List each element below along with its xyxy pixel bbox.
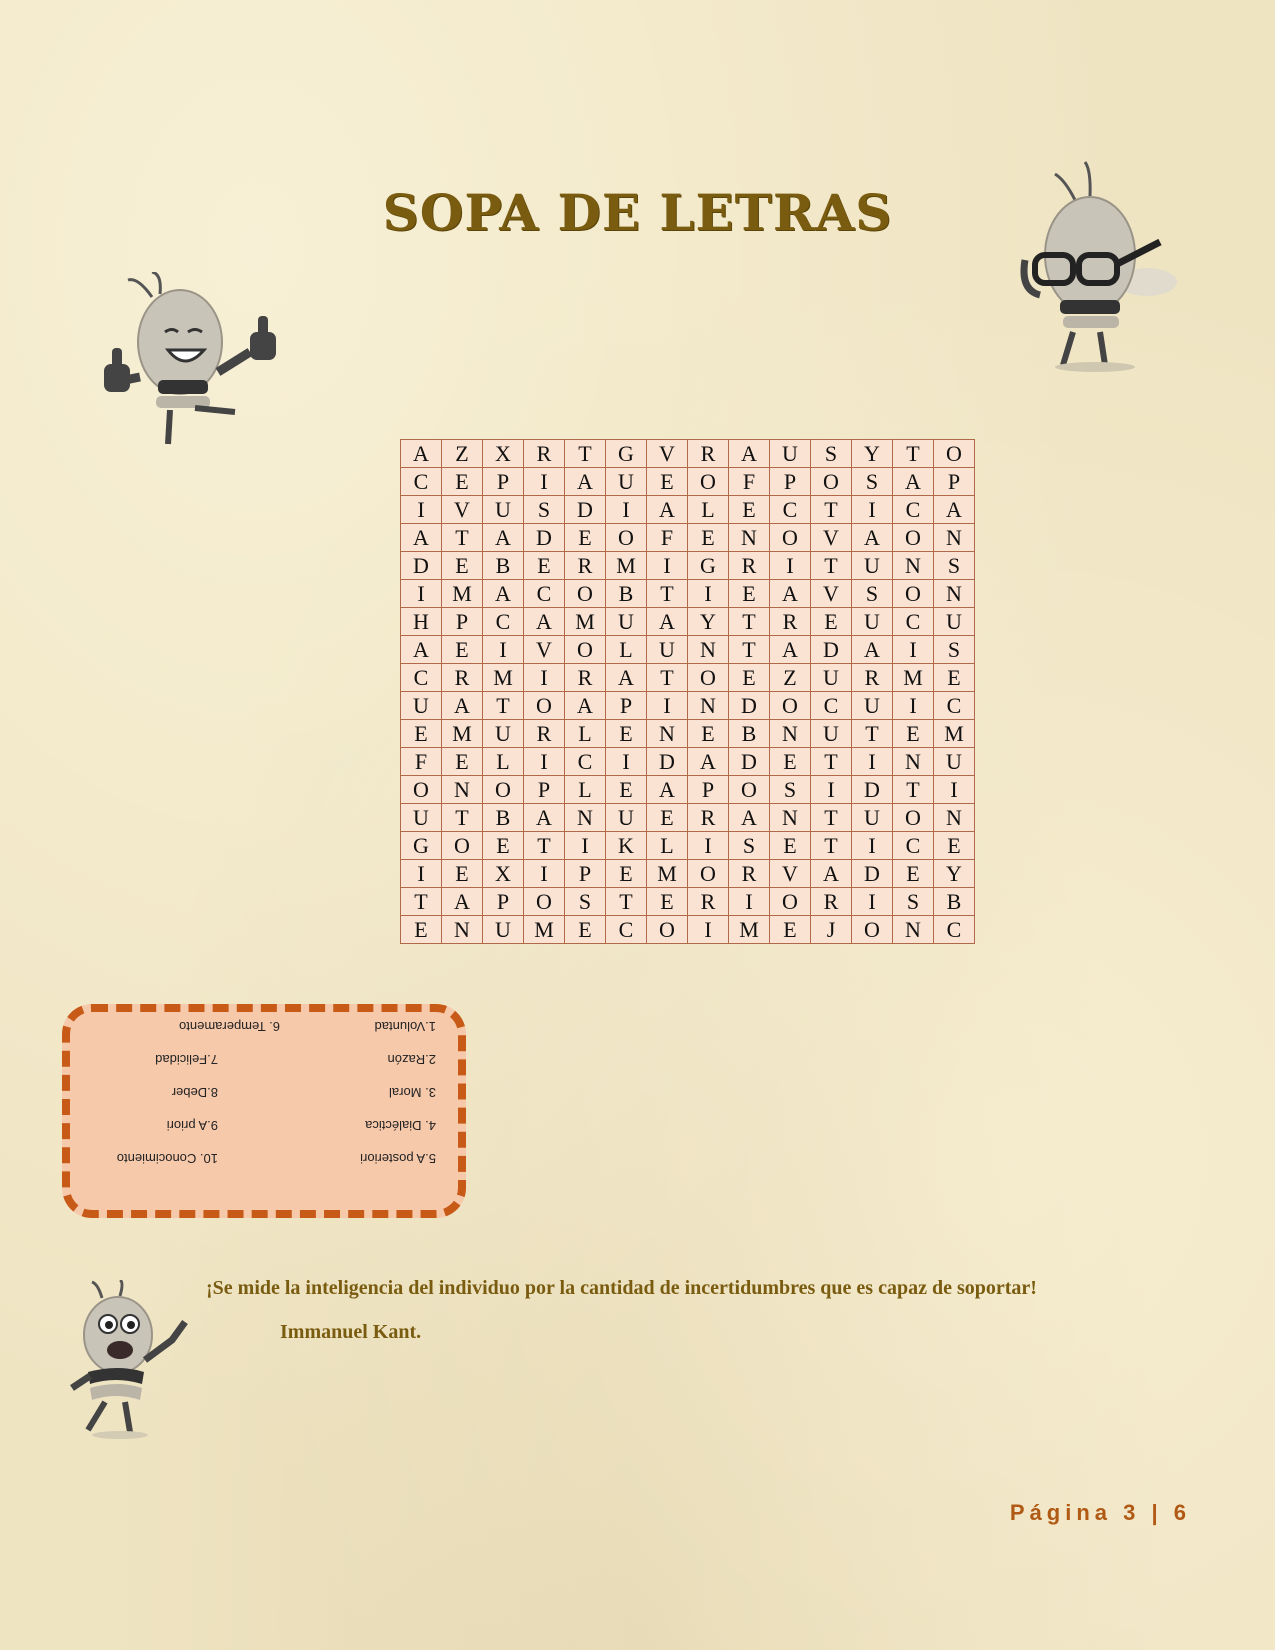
grid-cell: B — [606, 580, 647, 608]
grid-cell: G — [401, 832, 442, 860]
grid-cell: E — [647, 888, 688, 916]
grid-cell: A — [647, 776, 688, 804]
grid-cell: I — [852, 832, 893, 860]
grid-cell: C — [934, 692, 975, 720]
grid-cell: O — [893, 524, 934, 552]
grid-cell: I — [893, 692, 934, 720]
grid-cell: E — [524, 552, 565, 580]
grid-cell: O — [483, 776, 524, 804]
grid-cell: E — [442, 636, 483, 664]
grid-cell: O — [934, 440, 975, 468]
grid-cell: V — [647, 440, 688, 468]
grid-cell: O — [524, 888, 565, 916]
grid-cell: O — [565, 580, 606, 608]
grid-cell: I — [852, 748, 893, 776]
grid-cell: E — [770, 748, 811, 776]
grid-cell: A — [401, 524, 442, 552]
clue-8: 8.Deber — [171, 1085, 218, 1100]
grid-cell: N — [729, 524, 770, 552]
grid-cell: A — [852, 636, 893, 664]
grid-cell: U — [852, 608, 893, 636]
grid-cell: E — [729, 580, 770, 608]
grid-cell: O — [442, 832, 483, 860]
grid-cell: V — [524, 636, 565, 664]
grid-row — [401, 888, 975, 916]
grid-cell: I — [647, 692, 688, 720]
grid-cell: T — [811, 748, 852, 776]
grid-cell: R — [688, 440, 729, 468]
grid-cell: S — [811, 440, 852, 468]
grid-cell: M — [524, 916, 565, 944]
grid-cell: D — [401, 552, 442, 580]
grid-row — [401, 580, 975, 608]
grid-cell: N — [688, 692, 729, 720]
grid-cell: N — [934, 804, 975, 832]
grid-cell: C — [524, 580, 565, 608]
grid-cell: N — [893, 916, 934, 944]
clue-3: 3. Moral — [389, 1085, 436, 1100]
grid-row — [401, 832, 975, 860]
grid-cell: D — [647, 748, 688, 776]
grid-cell: A — [442, 692, 483, 720]
grid-cell: U — [811, 720, 852, 748]
grid-cell: E — [934, 832, 975, 860]
grid-cell: A — [852, 524, 893, 552]
grid-cell: O — [852, 916, 893, 944]
grid-cell: I — [729, 888, 770, 916]
grid-cell: C — [401, 468, 442, 496]
grid-cell: B — [934, 888, 975, 916]
grid-cell: N — [565, 804, 606, 832]
grid-cell: S — [770, 776, 811, 804]
grid-cell: V — [811, 524, 852, 552]
grid-cell: M — [729, 916, 770, 944]
grid-cell: E — [688, 720, 729, 748]
grid-cell: A — [442, 888, 483, 916]
grid-cell: F — [401, 748, 442, 776]
grid-cell: R — [524, 440, 565, 468]
grid-cell: T — [811, 552, 852, 580]
grid-cell: Y — [934, 860, 975, 888]
grid-cell: T — [565, 440, 606, 468]
grid-cell: O — [401, 776, 442, 804]
grid-cell: A — [934, 496, 975, 524]
grid-cell: N — [688, 636, 729, 664]
grid-cell: E — [442, 748, 483, 776]
grid-cell: A — [647, 496, 688, 524]
grid-row — [401, 468, 975, 496]
grid-cell: E — [565, 524, 606, 552]
grid-cell: E — [401, 720, 442, 748]
grid-cell: S — [565, 888, 606, 916]
grid-cell: E — [893, 860, 934, 888]
grid-cell: T — [729, 608, 770, 636]
grid-row — [401, 804, 975, 832]
grid-cell: N — [442, 916, 483, 944]
grid-cell: Y — [688, 608, 729, 636]
grid-cell: O — [811, 468, 852, 496]
grid-cell: T — [893, 776, 934, 804]
grid-cell: D — [811, 636, 852, 664]
grid-cell: I — [524, 468, 565, 496]
quote-author: Immanuel Kant. — [280, 1321, 422, 1343]
grid-cell: A — [565, 692, 606, 720]
grid-cell: T — [811, 832, 852, 860]
grid-cell: I — [606, 748, 647, 776]
grid-cell: U — [483, 916, 524, 944]
grid-cell: J — [811, 916, 852, 944]
grid-cell: A — [524, 608, 565, 636]
grid-cell: E — [729, 496, 770, 524]
grid-cell: E — [811, 608, 852, 636]
grid-cell: O — [647, 916, 688, 944]
grid-cell: S — [893, 888, 934, 916]
page-title: SOPA DE LETRAS — [382, 183, 893, 242]
grid-cell: A — [688, 748, 729, 776]
grid-cell: I — [483, 636, 524, 664]
grid-cell: I — [852, 496, 893, 524]
grid-cell: F — [647, 524, 688, 552]
grid-cell: I — [688, 832, 729, 860]
grid-cell: O — [688, 664, 729, 692]
grid-cell: A — [811, 860, 852, 888]
grid-cell: D — [524, 524, 565, 552]
grid-cell: O — [688, 860, 729, 888]
grid-cell: O — [565, 636, 606, 664]
grid-cell: I — [934, 776, 975, 804]
grid-cell: P — [524, 776, 565, 804]
grid-cell: C — [893, 496, 934, 524]
grid-cell: O — [770, 888, 811, 916]
grid-cell: I — [688, 580, 729, 608]
grid-cell: O — [770, 692, 811, 720]
grid-cell: N — [893, 748, 934, 776]
grid-cell: O — [893, 580, 934, 608]
grid-cell: O — [606, 524, 647, 552]
grid-cell: C — [770, 496, 811, 524]
grid-cell: A — [770, 580, 811, 608]
grid-cell: T — [893, 440, 934, 468]
grid-row — [401, 524, 975, 552]
grid-cell: O — [524, 692, 565, 720]
grid-cell: N — [647, 720, 688, 748]
grid-cell: O — [729, 776, 770, 804]
clue-1: 1.Voluntad — [374, 1019, 436, 1034]
grid-cell: P — [934, 468, 975, 496]
grid-cell: A — [606, 664, 647, 692]
grid-cell: A — [770, 636, 811, 664]
grid-cell: U — [934, 748, 975, 776]
grid-cell: A — [401, 440, 442, 468]
grid-cell: T — [401, 888, 442, 916]
grid-cell: E — [688, 524, 729, 552]
grid-cell: U — [934, 608, 975, 636]
clue-4: 4. Dialéctica — [365, 1118, 436, 1133]
grid-cell: N — [770, 804, 811, 832]
grid-row — [401, 776, 975, 804]
grid-cell: C — [606, 916, 647, 944]
grid-cell: M — [483, 664, 524, 692]
grid-cell: N — [893, 552, 934, 580]
grid-cell: O — [893, 804, 934, 832]
grid-cell: L — [483, 748, 524, 776]
clue-box — [62, 1004, 466, 1218]
grid-cell: D — [852, 776, 893, 804]
page-number: Página 3 | 6 — [1009, 1500, 1191, 1525]
grid-cell: M — [647, 860, 688, 888]
grid-cell: S — [729, 832, 770, 860]
grid-cell: R — [729, 552, 770, 580]
grid-row — [401, 496, 975, 524]
grid-cell: T — [524, 832, 565, 860]
grid-cell: R — [524, 720, 565, 748]
grid-row — [401, 720, 975, 748]
grid-cell: R — [565, 552, 606, 580]
grid-cell: I — [524, 860, 565, 888]
grid-cell: U — [401, 804, 442, 832]
clue-5: 5.A posteriori — [360, 1151, 436, 1166]
grid-cell: X — [483, 440, 524, 468]
grid-cell: I — [852, 888, 893, 916]
grid-cell: I — [565, 832, 606, 860]
grid-cell: E — [442, 552, 483, 580]
grid-cell: M — [934, 720, 975, 748]
grid-cell: B — [729, 720, 770, 748]
grid-cell: N — [934, 524, 975, 552]
grid-cell: T — [811, 804, 852, 832]
grid-cell: H — [401, 608, 442, 636]
grid-cell: L — [606, 636, 647, 664]
grid-cell: C — [565, 748, 606, 776]
clue-7: 7.Felicidad — [155, 1052, 218, 1067]
grid-cell: N — [442, 776, 483, 804]
grid-cell: A — [729, 440, 770, 468]
grid-cell: E — [647, 804, 688, 832]
grid-cell: I — [688, 916, 729, 944]
grid-cell: M — [442, 720, 483, 748]
grid-cell: A — [729, 804, 770, 832]
grid-cell: D — [852, 860, 893, 888]
grid-cell: I — [524, 664, 565, 692]
grid-cell: U — [852, 804, 893, 832]
grid-cell: V — [811, 580, 852, 608]
grid-cell: Z — [442, 440, 483, 468]
grid-cell: P — [483, 468, 524, 496]
grid-cell: S — [524, 496, 565, 524]
grid-cell: I — [401, 496, 442, 524]
grid-cell: U — [606, 804, 647, 832]
grid-cell: S — [934, 636, 975, 664]
grid-row — [401, 860, 975, 888]
quote-text: ¡Se mide la inteligencia del individuo por la cantidad de incertidumbres que es capaz de soportar! — [206, 1277, 1037, 1299]
grid-cell: N — [934, 580, 975, 608]
grid-cell: U — [770, 440, 811, 468]
grid-cell: I — [401, 860, 442, 888]
grid-cell: A — [565, 468, 606, 496]
grid-cell: P — [688, 776, 729, 804]
grid-cell: P — [442, 608, 483, 636]
grid-cell: A — [647, 608, 688, 636]
clue-10: 10. Conocimiento — [116, 1151, 218, 1166]
grid-cell: M — [893, 664, 934, 692]
grid-cell: E — [401, 916, 442, 944]
grid-cell: U — [852, 692, 893, 720]
grid-cell: R — [770, 608, 811, 636]
grid-cell: P — [770, 468, 811, 496]
grid-cell: I — [647, 552, 688, 580]
grid-cell: T — [442, 804, 483, 832]
grid-cell: G — [688, 552, 729, 580]
grid-cell: L — [647, 832, 688, 860]
grid-cell: R — [688, 888, 729, 916]
grid-cell: F — [729, 468, 770, 496]
bee-glasses-illustration — [1015, 160, 1195, 375]
grid-cell: I — [811, 776, 852, 804]
grid-row — [401, 440, 975, 468]
grid-cell: I — [401, 580, 442, 608]
clue-2: 2.Razón — [387, 1052, 436, 1067]
grid-cell: O — [688, 468, 729, 496]
grid-cell: I — [606, 496, 647, 524]
grid-cell: E — [647, 468, 688, 496]
grid-row — [401, 608, 975, 636]
grid-cell: T — [647, 580, 688, 608]
grid-cell: E — [934, 664, 975, 692]
bee-waving-illustration — [60, 1280, 195, 1440]
word-search-grid — [400, 439, 975, 944]
grid-cell: T — [811, 496, 852, 524]
grid-cell: E — [606, 860, 647, 888]
grid-cell: R — [852, 664, 893, 692]
grid-cell: C — [934, 916, 975, 944]
grid-cell: L — [565, 720, 606, 748]
grid-cell: R — [811, 888, 852, 916]
grid-cell: L — [565, 776, 606, 804]
grid-cell: E — [565, 916, 606, 944]
grid-cell: P — [606, 692, 647, 720]
grid-cell: V — [442, 496, 483, 524]
grid-cell: U — [401, 692, 442, 720]
grid-cell: E — [893, 720, 934, 748]
grid-cell: K — [606, 832, 647, 860]
grid-cell: R — [729, 860, 770, 888]
grid-cell: I — [893, 636, 934, 664]
grid-row — [401, 692, 975, 720]
grid-cell: E — [729, 664, 770, 692]
grid-cell: I — [524, 748, 565, 776]
grid-cell: C — [483, 608, 524, 636]
grid-cell: B — [483, 552, 524, 580]
grid-cell: T — [647, 664, 688, 692]
grid-cell: Z — [770, 664, 811, 692]
grid-cell: A — [524, 804, 565, 832]
grid-cell: A — [483, 580, 524, 608]
grid-cell: R — [442, 664, 483, 692]
grid-cell: V — [770, 860, 811, 888]
grid-cell: T — [852, 720, 893, 748]
grid-cell: E — [483, 832, 524, 860]
word-search-grid-container — [400, 439, 975, 944]
grid-cell: S — [934, 552, 975, 580]
clue-box-content — [70, 1012, 458, 1210]
grid-cell: Y — [852, 440, 893, 468]
grid-cell: M — [565, 608, 606, 636]
grid-cell: A — [893, 468, 934, 496]
grid-cell: E — [606, 776, 647, 804]
grid-cell: D — [565, 496, 606, 524]
grid-cell: T — [729, 636, 770, 664]
grid-row — [401, 916, 975, 944]
clue-6: 6. Temperamento — [179, 1019, 280, 1034]
grid-cell: C — [893, 832, 934, 860]
grid-cell: S — [852, 468, 893, 496]
grid-cell: R — [565, 664, 606, 692]
grid-row — [401, 664, 975, 692]
grid-cell: T — [442, 524, 483, 552]
grid-cell: I — [770, 552, 811, 580]
clue-9: 9.A priori — [166, 1118, 218, 1133]
grid-cell: N — [770, 720, 811, 748]
grid-row — [401, 552, 975, 580]
grid-cell: A — [483, 524, 524, 552]
grid-cell: O — [770, 524, 811, 552]
grid-cell: P — [565, 860, 606, 888]
grid-cell: E — [770, 832, 811, 860]
grid-cell: G — [606, 440, 647, 468]
grid-cell: M — [606, 552, 647, 580]
grid-row — [401, 748, 975, 776]
grid-cell: A — [401, 636, 442, 664]
grid-cell: U — [852, 552, 893, 580]
grid-cell: T — [606, 888, 647, 916]
grid-cell: C — [893, 608, 934, 636]
grid-cell: U — [606, 468, 647, 496]
grid-cell: U — [483, 720, 524, 748]
grid-cell: C — [401, 664, 442, 692]
grid-cell: E — [606, 720, 647, 748]
grid-cell: U — [483, 496, 524, 524]
grid-cell: E — [442, 860, 483, 888]
grid-cell: P — [483, 888, 524, 916]
grid-cell: C — [811, 692, 852, 720]
grid-cell: B — [483, 804, 524, 832]
grid-cell: E — [442, 468, 483, 496]
grid-cell: M — [442, 580, 483, 608]
grid-row — [401, 636, 975, 664]
grid-cell: R — [688, 804, 729, 832]
grid-cell: L — [688, 496, 729, 524]
grid-cell: D — [729, 692, 770, 720]
grid-cell: U — [811, 664, 852, 692]
grid-cell: E — [770, 916, 811, 944]
grid-cell: T — [483, 692, 524, 720]
grid-cell: S — [852, 580, 893, 608]
grid-cell: U — [606, 608, 647, 636]
grid-cell: U — [647, 636, 688, 664]
grid-cell: X — [483, 860, 524, 888]
grid-cell: D — [729, 748, 770, 776]
bee-thumbs-up-illustration — [100, 272, 300, 462]
